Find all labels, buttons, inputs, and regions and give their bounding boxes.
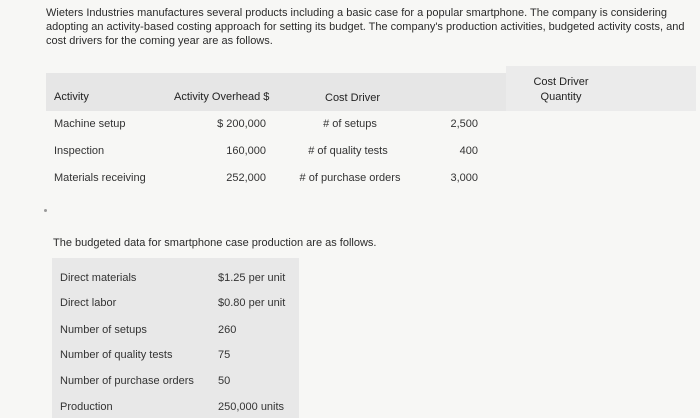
bullet-dot xyxy=(44,209,47,212)
budget-row-label: Direct labor xyxy=(60,297,117,309)
table-header-background xyxy=(46,73,506,111)
header-overhead: Activity Overhead $ xyxy=(174,91,270,103)
budget-row-label: Direct materials xyxy=(60,272,137,284)
table-row-overhead: $ 200,000 xyxy=(217,118,266,130)
table-row-activity: Materials receiving xyxy=(54,172,146,184)
table-row-driver: # of setups xyxy=(323,118,377,130)
budget-row-label: Production xyxy=(60,401,113,413)
intro-paragraph: Wieters Industries manufactures several products including a basic case for a popular smartphone. The company is considering adopting an activity-based costing approach for setting its budget. The company's production activities, budgeted activity costs, and cost drivers for the coming year are as follows. xyxy=(46,7,685,47)
table-row-overhead: 252,000 xyxy=(226,172,266,184)
header-quantity-line1: Cost Driver xyxy=(533,76,589,88)
table-row-driver: # of purchase orders xyxy=(299,172,401,184)
table-row-activity: Inspection xyxy=(54,145,105,157)
budget-row-label: Number of quality tests xyxy=(60,349,173,361)
budget-section-title: The budgeted data for smartphone case production are as follows. xyxy=(53,237,377,249)
table-row-quantity: 400 xyxy=(459,145,478,157)
budget-row-label: Number of purchase orders xyxy=(60,375,194,387)
table-row-overhead: 160,000 xyxy=(226,145,266,157)
header-cost-driver: Cost Driver xyxy=(325,92,381,104)
quantity-header-background xyxy=(506,66,696,111)
header-activity: Activity xyxy=(54,91,89,103)
header-quantity-line2: Quantity xyxy=(540,91,582,103)
budget-row-value: 50 xyxy=(218,375,231,387)
budget-row-value: $0.80 per unit xyxy=(218,297,286,309)
table-row-quantity: 3,000 xyxy=(450,172,478,184)
budget-row-value: 250,000 units xyxy=(218,401,285,413)
budget-row-value: $1.25 per unit xyxy=(218,272,286,284)
table-row-driver: # of quality tests xyxy=(308,145,388,157)
budget-row-value: 75 xyxy=(218,349,231,361)
budget-row-label: Number of setups xyxy=(60,324,147,336)
table-row-activity: Machine setup xyxy=(54,118,126,130)
budget-row-value: 260 xyxy=(218,324,237,336)
table-row-quantity: 2,500 xyxy=(450,118,478,130)
